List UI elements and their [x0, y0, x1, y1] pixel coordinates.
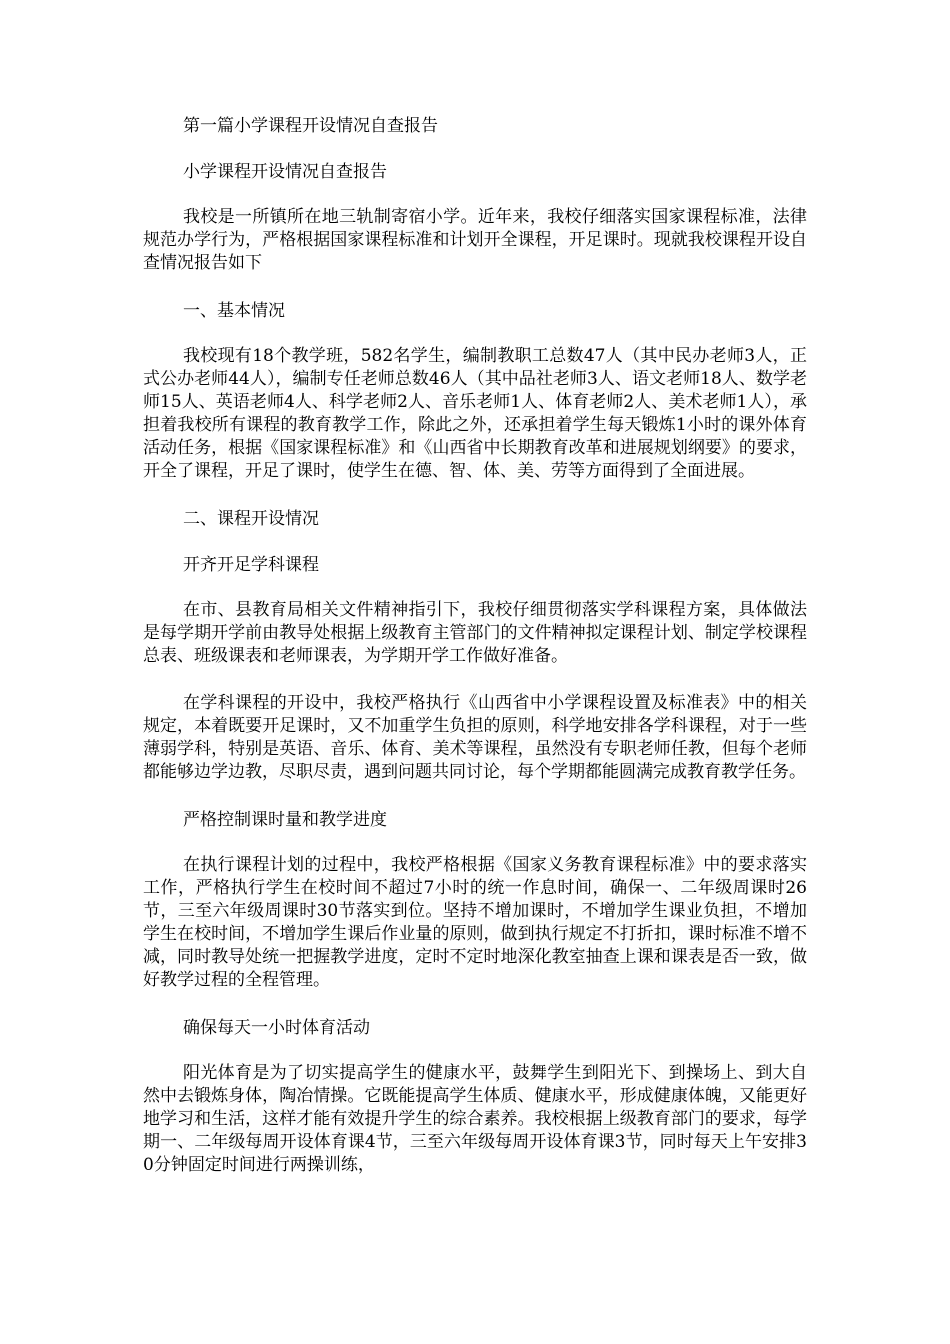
subsection1-paragraph-1: 在市、县教育局相关文件精神指引下，我校仔细贯彻落实学科课程方案，具体做法是每学期开学前由教导处根据上级教育主管部门的文件精神拟定课程计划、制定学校课程总表、班级课表和老师课表，为学期开学工作做好准备。	[143, 600, 807, 666]
subsection1-heading: 开齐开足学科课程	[183, 555, 319, 575]
subsection2-paragraph-1: 在执行课程计划的过程中，我校严格根据《国家义务教育课程标准》中的要求落实工作，严格执行学生在校时间不超过7小时的统一作息时间，确保一、二年级周课时26节，三至六年级周课时30节落实到位。坚持不增加课时，不增加学生课业负担，不增加学生在校时间，不增加学生课后作业量的原则，做到执行规定不打折扣，课时标准不增不减，同时教导处统一把握教学进度，定时不定时地深化教室抽查上课和课表是否一致，做好教学过程的全程管理。	[143, 855, 807, 990]
subsection2-heading: 严格控制课时量和教学进度	[183, 810, 387, 830]
document-page	[143, 114, 807, 1201]
document-subtitle: 小学课程开设情况自查报告	[183, 162, 387, 182]
subsection3-paragraph-1: 阳光体育是为了切实提高学生的健康水平，鼓舞学生到阳光下、到操场上、到大自然中去锻炼身体，陶冶情操。它既能提高学生体质、健康水平，形成健康体魄，又能更好地学习和生活，这样才能有效提升学生的综合素养。我校根据上级教育部门的要求，每学期一、二年级每周开设体育课4节，三至六年级每周开设体育课3节，同时每天上午安排30分钟固定时间进行两操训练，	[143, 1063, 807, 1175]
subsection3-heading: 确保每天一小时体育活动	[183, 1018, 370, 1038]
subsection1-paragraph-2: 在学科课程的开设中，我校严格执行《山西省中小学课程设置及标准表》中的相关规定，本着既要开足课时，又不加重学生负担的原则，科学地安排各学科课程，对于一些薄弱学科，特别是英语、音乐、体育、美术等课程，虽然没有专职老师任教，但每个老师都能够边学边教，尽职尽责，遇到问题共同讨论，每个学期都能圆满完成教育教学任务。	[143, 693, 807, 782]
section1-paragraph: 我校现有18个教学班，582名学生，编制教职工总数47人（其中民办老师3人，正式公办老师44人），编制专任老师总数46人（其中品社老师3人、语文老师18人、数学老师15人、英语老师4人、科学老师2人、音乐老师1人、体育老师2人、美术老师1人），承担着我校所有课程的教育教学工作，除此之外，还承担着学生每天锻炼1小时的课外体育活动任务，根据《国家课程标准》和《山西省中长期教育改革和进展规划纲要》的要求，开全了课程，开足了课时，使学生在德、智、体、美、劳等方面得到了全面进展。	[143, 346, 807, 481]
document-title: 第一篇小学课程开设情况自查报告	[183, 116, 438, 136]
intro-paragraph: 我校是一所镇所在地三轨制寄宿小学。近年来，我校仔细落实国家课程标准，法律规范办学行为，严格根据国家课程标准和计划开全课程，开足课时。现就我校课程开设自查情况报告如下	[143, 207, 807, 273]
section2-heading: 二、课程开设情况	[183, 509, 319, 529]
section1-heading: 一、基本情况	[183, 301, 285, 321]
